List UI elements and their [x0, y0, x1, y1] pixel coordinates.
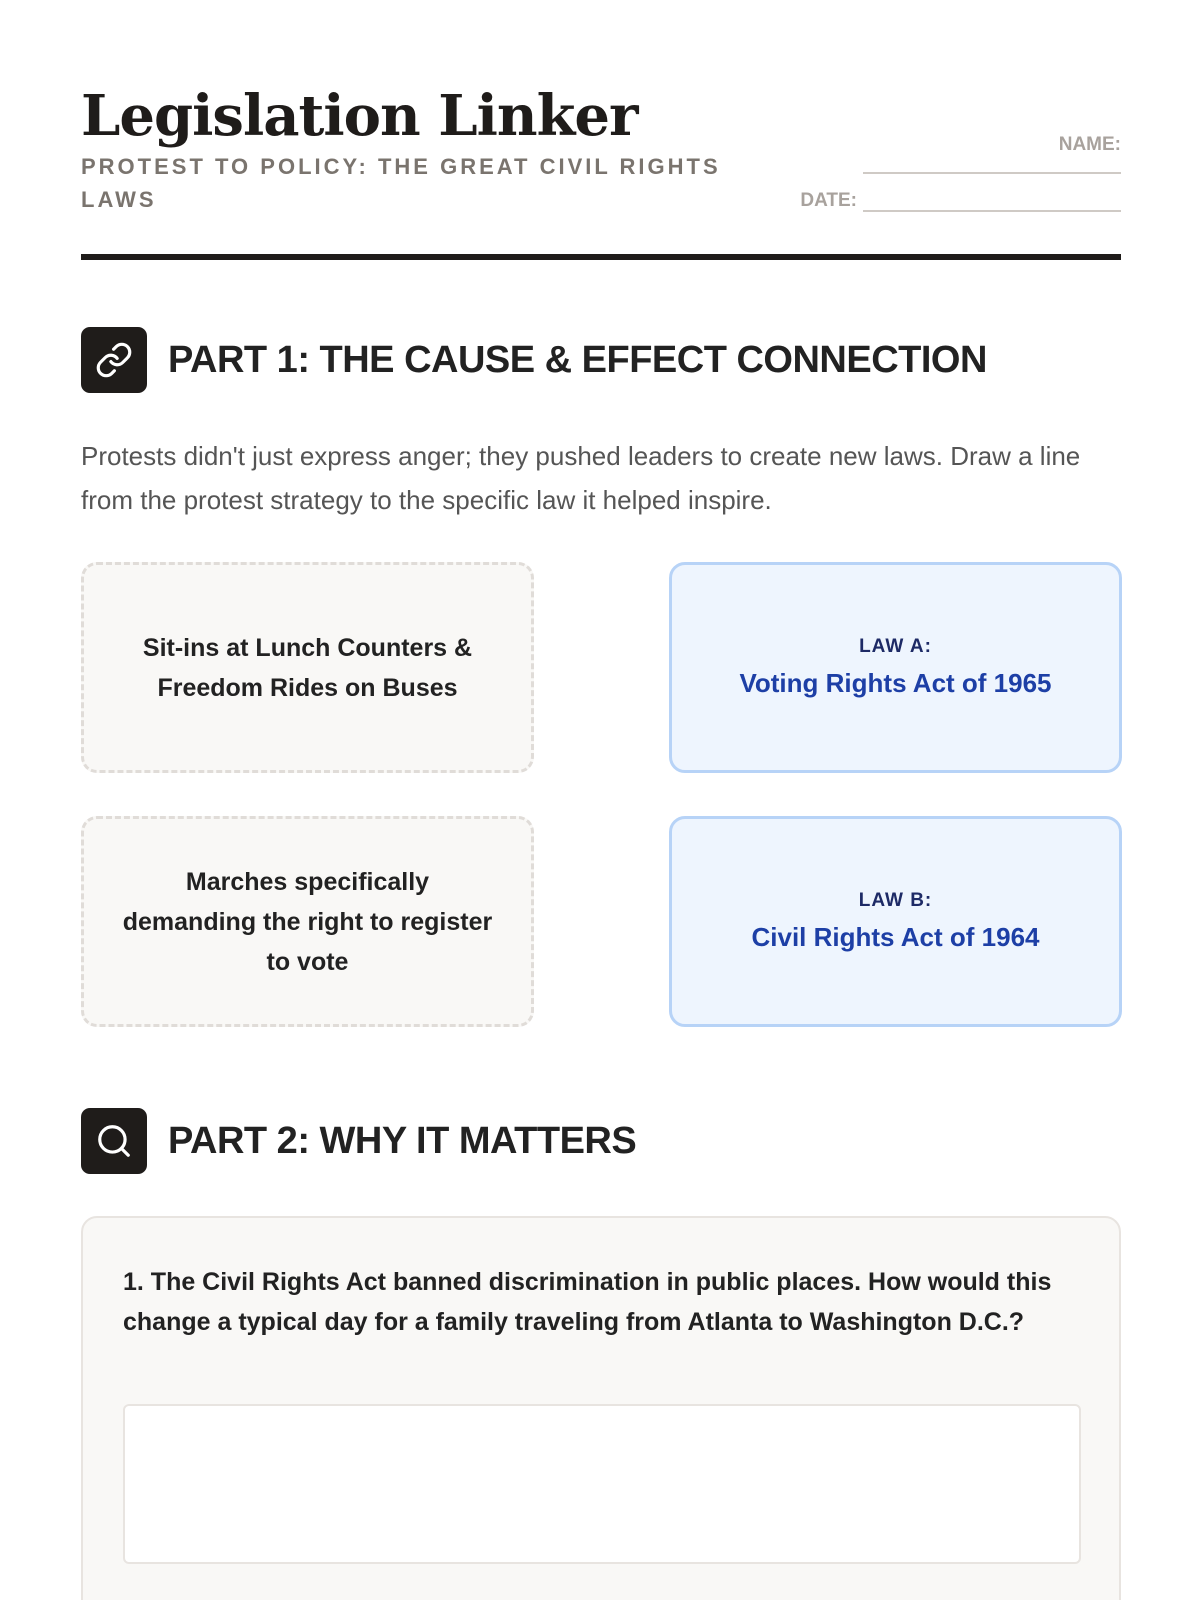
law-name: Civil Rights Act of 1964	[751, 922, 1040, 952]
worksheet-header	[81, 84, 1121, 264]
answer-textarea[interactable]	[123, 1404, 1081, 1564]
worksheet-subtitle: PROTEST TO POLICY: THE GREAT CIVIL RIGHTS LAWS	[81, 154, 721, 212]
question-card	[81, 1216, 1121, 1600]
date-field-row	[791, 188, 1121, 212]
strategy-text: Marches specifically demanding the right to register to vote	[122, 867, 493, 976]
part1-heading	[81, 327, 987, 393]
law-card-b[interactable]	[669, 816, 1122, 1027]
worksheet-title: Legislation Linker	[81, 83, 638, 149]
law-label: LAW B:	[858, 890, 933, 911]
name-field-line[interactable]	[863, 156, 1121, 174]
date-field-line[interactable]	[863, 192, 1121, 212]
law-label: LAW A:	[859, 636, 932, 657]
link-icon	[81, 327, 147, 393]
name-label: NAME:	[1058, 134, 1121, 155]
header-divider	[81, 254, 1121, 260]
strategy-card-1[interactable]	[81, 562, 534, 773]
student-info	[791, 128, 1121, 212]
part1-instructions: Protests didn't just express anger; they pushed leaders to create new laws. Draw a line from the protest strategy to the specific law it helped inspire.	[81, 441, 1081, 515]
law-name: Voting Rights Act of 1965	[739, 668, 1052, 698]
search-icon	[81, 1108, 147, 1174]
question-text: 1. The Civil Rights Act banned discrimination in public places. How would this change a typical day for a family traveling from Atlanta to Washington D.C.?	[123, 1268, 1052, 1336]
date-label: DATE:	[800, 190, 857, 211]
part2-heading	[81, 1108, 636, 1174]
name-field-row	[791, 128, 1121, 156]
strategy-text: Sit-ins at Lunch Counters & Freedom Rides on Buses	[142, 633, 473, 702]
part2-title: PART 2: WHY IT MATTERS	[168, 1119, 637, 1162]
part1-title: PART 1: THE CAUSE & EFFECT CONNECTION	[168, 338, 987, 381]
law-card-a[interactable]	[669, 562, 1122, 773]
strategy-card-2[interactable]	[81, 816, 534, 1027]
